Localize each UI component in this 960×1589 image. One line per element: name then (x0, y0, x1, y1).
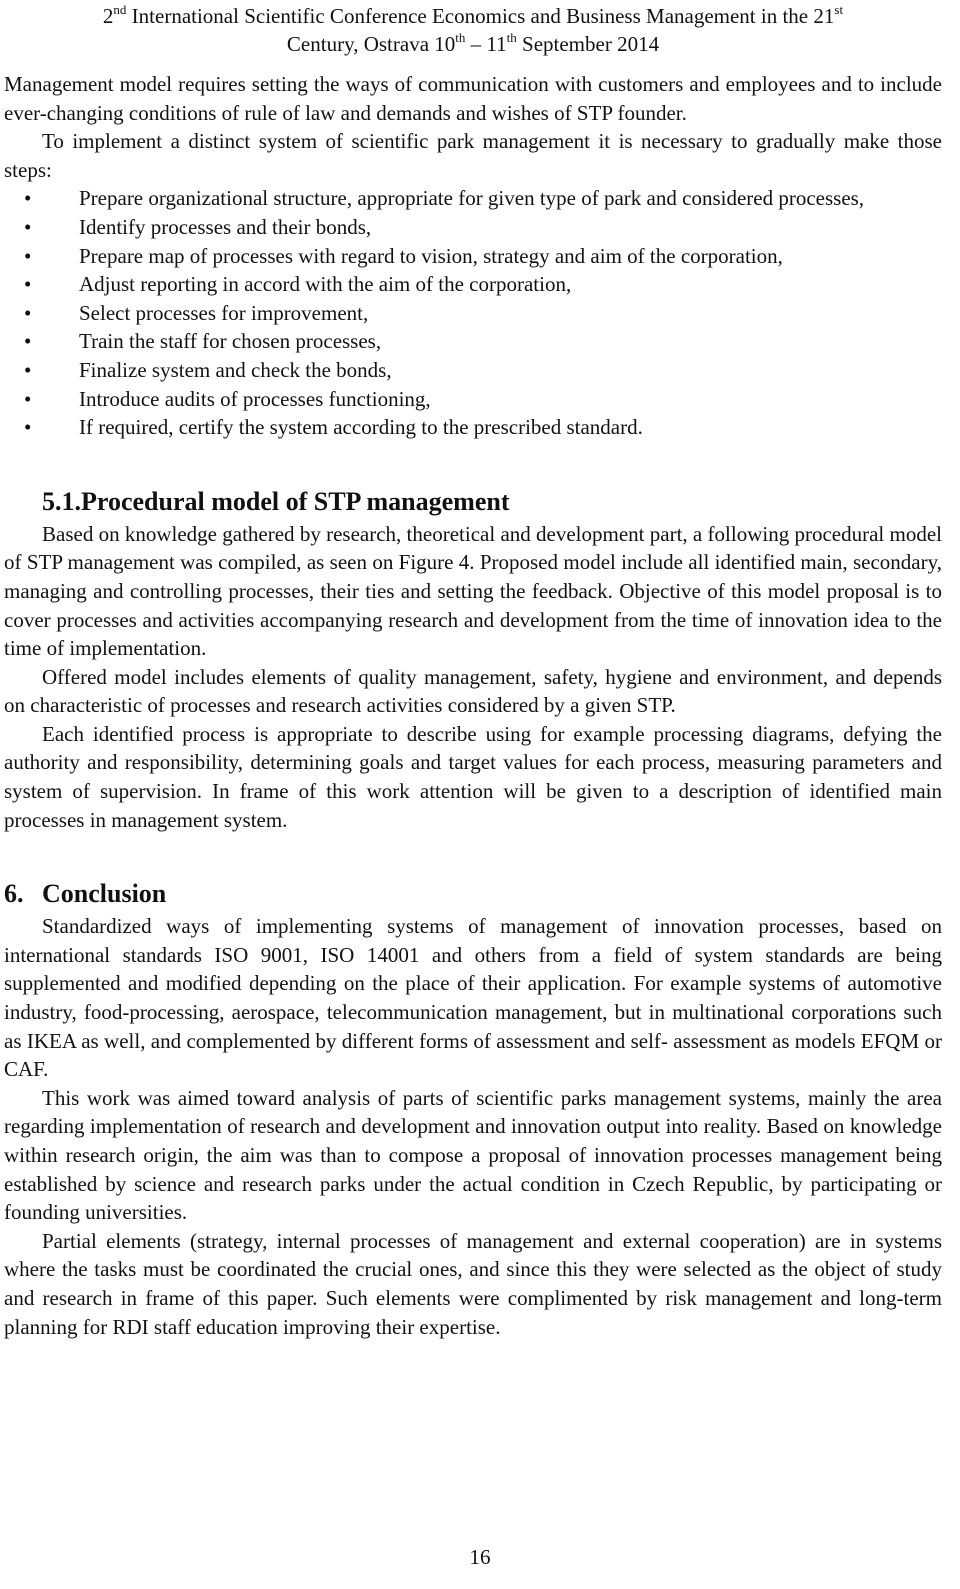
header-superscript: nd (113, 2, 127, 17)
intro-paragraph: To implement a distinct system of scientific park management it is necessary to gradually make those steps: (4, 129, 942, 182)
bullet-icon: • (24, 329, 32, 354)
header-text: 2 (102, 4, 114, 28)
steps-list (4, 184, 942, 441)
page-number: 16 (469, 1545, 491, 1569)
intro-paragraph: Management model requires setting the ways of communication with customers and employees and to include ever-changing conditions of rule of law and demands and wishes of STP founder. (4, 72, 942, 125)
body-paragraph: Standardized ways of implementing systems of management of innovation processes, based on international standards ISO 9001, ISO 14001 and others from a field of system standards are being supplemented and modified depending on the place of their application. For example systems of automotive industry, food-processing, aerospace, telecommunication management, but in multinational corporations such as IKEA as well, and complemented by different forms of assessment and self- assessment as models EFQM or CAF. (4, 914, 942, 1082)
list-item (4, 213, 942, 242)
list-item-text: Train the staff for chosen processes, (79, 329, 382, 354)
bullet-icon: • (24, 272, 32, 297)
section-title: Procedural model of STP management (81, 486, 510, 516)
body-paragraph: Each identified process is appropriate to describe using for example processing diagrams, defying the authority and responsibility, determining goals and target values for each process, measuring parameters and system of supervision. In frame of this work attention will be given to a description of identified main processes in management system. (4, 721, 942, 832)
section-heading-5-1 (4, 486, 942, 518)
body-paragraph: Partial elements (strategy, internal processes of management and external cooperation) are in systems where the tasks must be coordinated the crucial ones, and since this they were selected as the object of study and research in frame of this paper. Such elements were complimented by risk management and long-term planning for RDI staff education improving their expertise. (4, 1228, 942, 1339)
list-item (4, 299, 942, 328)
section-title: Conclusion (42, 879, 167, 909)
list-item (4, 242, 942, 271)
header-text: – 11 (465, 32, 507, 56)
list-item-text: Finalize system and check the bonds, (79, 357, 392, 382)
bullet-icon: • (24, 357, 32, 382)
header-text: September 2014 (516, 32, 660, 56)
header-superscript: th (455, 30, 466, 45)
list-item-text: If required, certify the system according to the prescribed standard. (79, 415, 643, 440)
list-item (4, 413, 942, 442)
bullet-icon: • (24, 386, 32, 411)
list-item (4, 327, 942, 356)
body-paragraph: This work was aimed toward analysis of parts of scientific parks management systems, mainly the area regarding implementation of research and development and innovation output into reality. Based on knowledge within research origin, the aim was than to compose a proposal of innovation processes management being established by science and research parks under the actual condition in Czech Republic, by participating or founding universities. (4, 1085, 942, 1225)
list-item (4, 270, 942, 299)
bullet-icon: • (24, 186, 32, 211)
list-item-text: Select processes for improvement, (79, 300, 369, 325)
header-line-2 (4, 30, 942, 58)
page (4, 0, 942, 1341)
bullet-icon: • (24, 214, 32, 239)
header-line-1 (4, 2, 942, 30)
list-item-text: Prepare map of processes with regard to vision, strategy and aim of the corporation, (79, 243, 783, 268)
list-item-text: Prepare organizational structure, appropriate for given type of park and considered processes, (79, 186, 865, 211)
bullet-icon: • (24, 243, 32, 268)
bullet-icon: • (24, 415, 32, 440)
list-item (4, 184, 942, 213)
section-number: 6. (4, 879, 24, 909)
body-paragraph: Based on knowledge gathered by research, theoretical and development part, a following procedural model of STP management was compiled, as seen on Figure 4. Proposed model include all identified main, secondary, managing and controlling processes, their ties and setting the feedback. Objective of this model proposal is to cover processes and activities accompanying research and development from the time of innovation idea to the time of implementation. (4, 521, 942, 661)
header-superscript: th (506, 30, 517, 45)
bullet-icon: • (24, 300, 32, 325)
body-paragraph: Offered model includes elements of quality management, safety, hygiene and environment, and depends on characteristic of processes and research activities considered by a given STP. (4, 664, 942, 718)
section-number: 5.1. (42, 486, 81, 516)
header-text: Century, Ostrava 10 (286, 32, 456, 56)
section-heading-6 (4, 878, 942, 910)
list-item-text: Introduce audits of processes functioning, (79, 386, 431, 411)
list-item-text: Adjust reporting in accord with the aim of the corporation, (79, 272, 572, 297)
list-item (4, 385, 942, 414)
list-item-text: Identify processes and their bonds, (79, 214, 372, 239)
list-item (4, 356, 942, 385)
header-text: International Scientific Conference Economics and Business Management in the 21 (126, 4, 835, 28)
header-superscript: st (834, 2, 844, 17)
running-header (4, 2, 942, 58)
